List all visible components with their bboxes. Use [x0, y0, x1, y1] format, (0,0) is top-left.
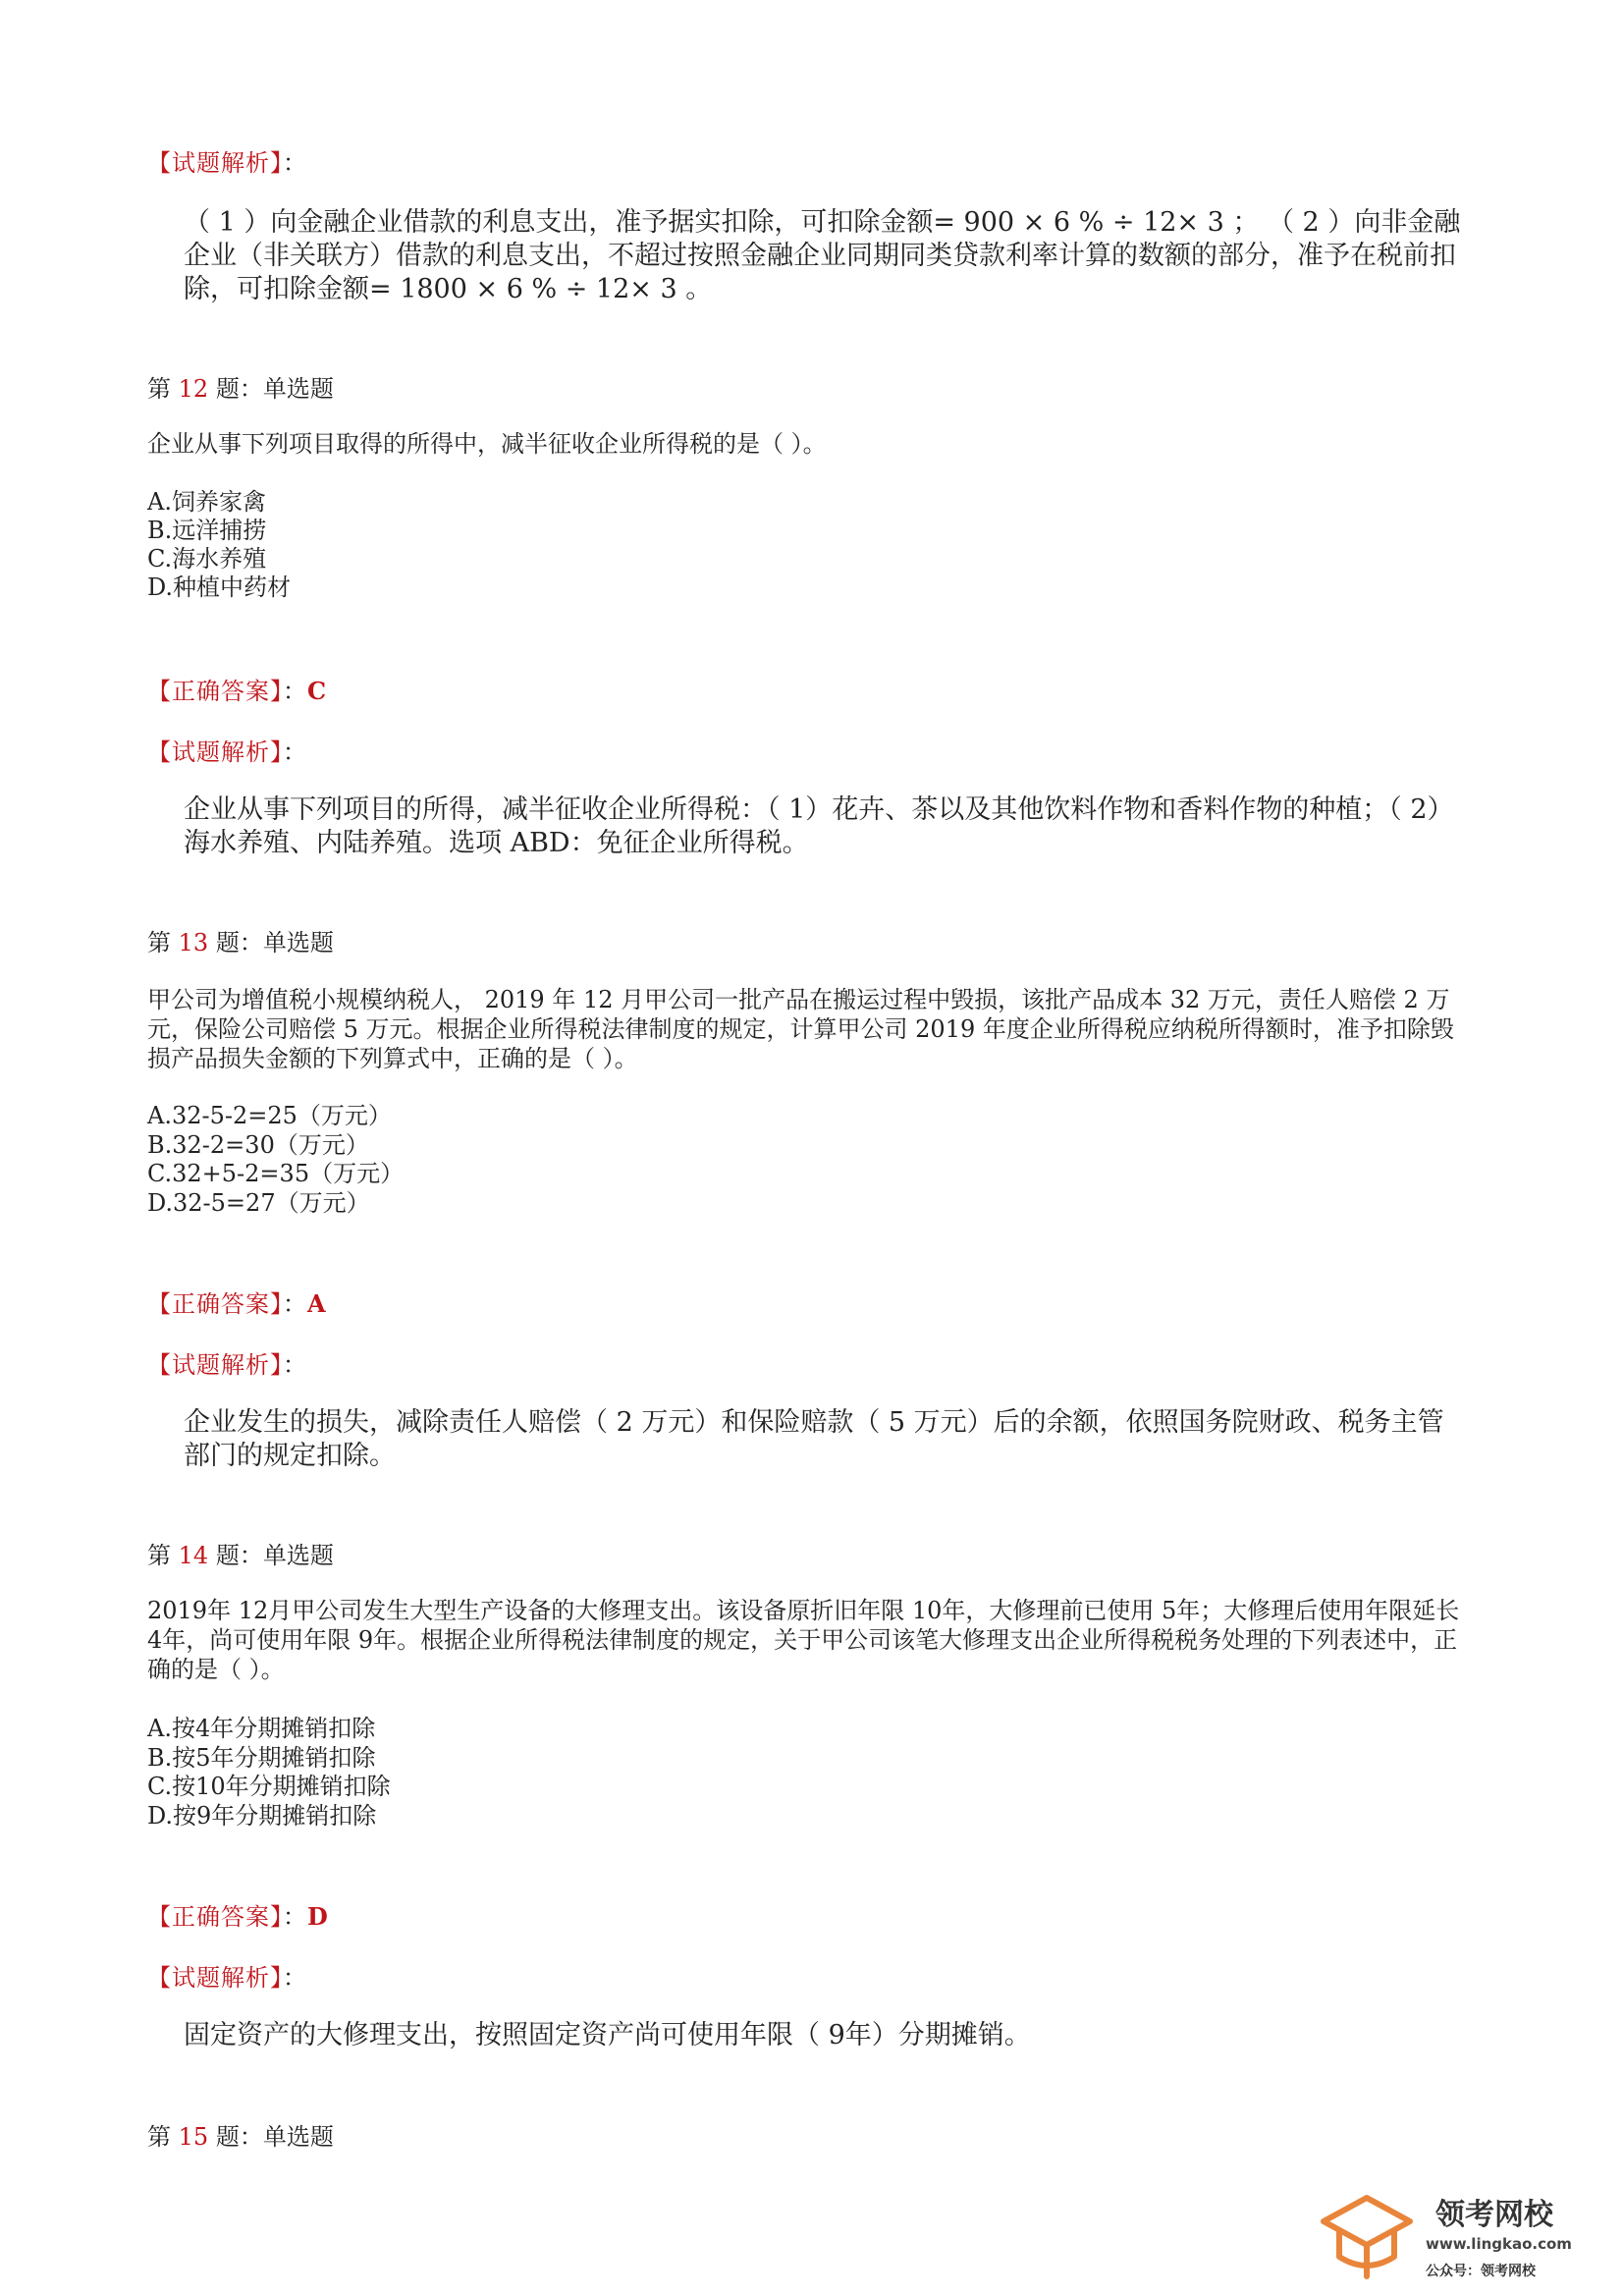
- option-d: D.种植中药材: [147, 574, 292, 601]
- analysis-label-14: 【试题解析】：: [147, 1964, 307, 1992]
- explanation-prev: （ 1 ）向金融企业借款的利息支出，准予据实扣除，可扣除金额= 900 × 6 % ÷ 12× 3 ； （ 2 ）向非金融企业（非关联方）借款的利息支出，不超过按照金融企业同期同类贷款利率计算的数额的部分，准予在税前扣除，可扣除金额= 1800 × 6 % ÷ 12× 3 。: [184, 207, 1461, 304]
- question-header-15: 第 15 题：单选题: [147, 2123, 334, 2151]
- analysis-label-12: 【试题解析】：: [147, 738, 307, 766]
- option-c: C.32+5-2=35（万元）: [147, 1160, 405, 1187]
- answer-value-12: C: [307, 677, 328, 705]
- explanation-14: 固定资产的大修理支出，按照固定资产尚可使用年限（ 9年）分期摊销。: [184, 2020, 1031, 2050]
- brand-url: www.lingkao.com: [1426, 2235, 1572, 2253]
- graduation-cap-icon: [1318, 2192, 1416, 2282]
- brand-name: 领考网校: [1435, 2198, 1553, 2232]
- option-b: B.按5年分期摊销扣除: [147, 1744, 376, 1772]
- question-header-12: 第 12 题：单选题: [147, 375, 334, 403]
- explanation-12: 企业从事下列项目的所得，减半征收企业所得税：（ 1）花卉、茶以及其他饮料作物和香料作物的种植；（ 2）海水养殖、内陆养殖。选项 ABD：免征企业所得税。: [184, 794, 1454, 858]
- question-header-14: 第 14 题：单选题: [147, 1542, 334, 1569]
- brand-wechat: 公众号：领考网校: [1426, 2264, 1536, 2279]
- question-header-13: 第 13 题：单选题: [147, 929, 334, 957]
- answer-label-12: 【正确答案】：C: [147, 677, 328, 705]
- answer-value-14: D: [307, 1902, 329, 1931]
- question-stem-12: 企业从事下列项目取得的所得中，减半征收企业所得税的是（ ）。: [147, 430, 827, 458]
- question-stem-13: 甲公司为增值税小规模纳税人， 2019 年 12 月甲公司一批产品在搬运过程中毁损，该批产品成本 32 万元，责任人赔偿 2 万元，保险公司赔偿 5 万元。根据企业所得税法律制度的规定，计算甲公司 2019 年度企业所得税应纳税所得额时，准予扣除毁损产品损失金额的下列算式中，正确的是（ ）。: [147, 986, 1454, 1072]
- explanation-13: 企业发生的损失，减除责任人赔偿（ 2 万元）和保险赔款（ 5 万元）后的余额，依照国务院财政、税务主管部门的规定扣除。: [184, 1407, 1444, 1471]
- brand-logo: [1318, 2188, 1573, 2286]
- answer-value-13: A: [307, 1289, 327, 1318]
- question-stem-14: 2019年 12月甲公司发生大型生产设备的大修理支出。该设备原折旧年限 10年，大修理前已使用 5年；大修理后使用年限延长 4年，尚可使用年限 9年。根据企业所得税法律制度的规定，关于甲公司该笔大修理支出企业所得税税务处理的下列表述中，正确的是（ ）。: [147, 1597, 1460, 1683]
- option-d: D.32-5=27（万元）: [147, 1189, 370, 1217]
- answer-label-14: 【正确答案】：D: [147, 1902, 329, 1931]
- option-a: A.按4年分期摊销扣除: [147, 1715, 376, 1742]
- option-b: B.32-2=30（万元）: [147, 1131, 369, 1159]
- answer-label-13: 【正确答案】：A: [147, 1289, 327, 1318]
- option-c: C.按10年分期摊销扣除: [147, 1773, 391, 1800]
- option-a: A.32-5-2=25（万元）: [147, 1102, 392, 1129]
- analysis-label-13: 【试题解析】：: [147, 1351, 307, 1379]
- option-a: A.饲养家禽: [147, 488, 266, 516]
- option-c: C.海水养殖: [147, 545, 267, 573]
- analysis-label-prev: 【试题解析】：: [147, 149, 307, 177]
- option-d: D.按9年分期摊销扣除: [147, 1802, 377, 1830]
- option-b: B.远洋捕捞: [147, 517, 267, 544]
